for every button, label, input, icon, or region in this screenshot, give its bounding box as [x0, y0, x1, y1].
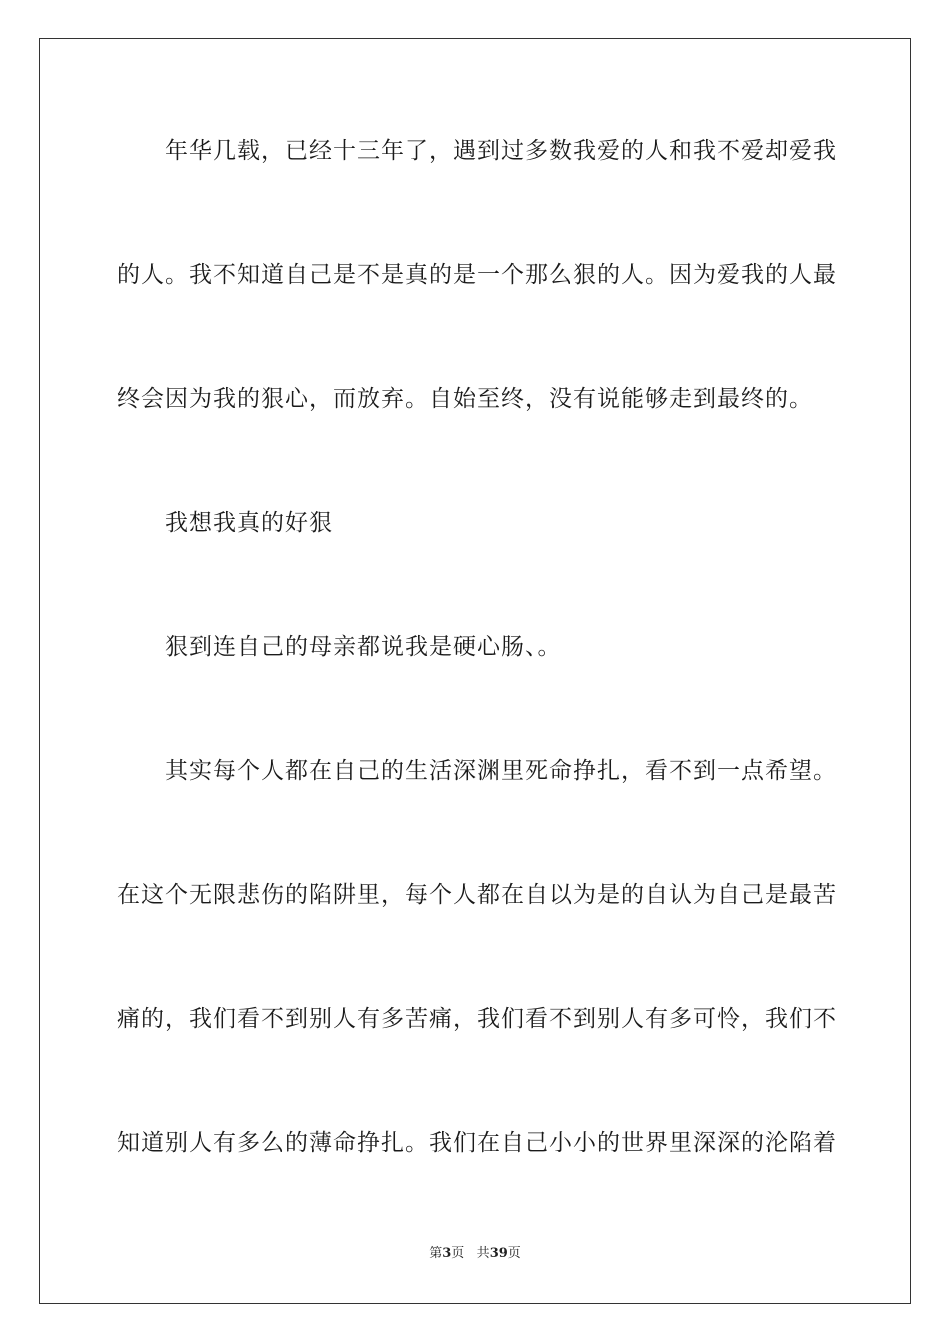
total-suffix: 页 — [507, 1246, 521, 1261]
paragraph-line: 在这个无限悲伤的陷阱里，每个人都在自以为是的自认为自己是最苦 — [117, 882, 837, 908]
total-prefix: 共 — [476, 1246, 490, 1261]
page-number: 3 — [442, 1246, 452, 1261]
paragraph-line: 的人。我不知道自己是不是真的是一个那么狠的人。因为爱我的人最 — [117, 262, 837, 288]
paragraph-line: 知道别人有多么的薄命挣扎。我们在自己小小的世界里深深的沦陷着 — [117, 1130, 837, 1156]
page-footer — [0, 1244, 950, 1264]
paragraph-line: 狠到连自己的母亲都说我是硬心肠、。 — [165, 634, 562, 660]
paragraph-line: 痛的，我们看不到别人有多苦痛，我们看不到别人有多可怜，我们不 — [117, 1006, 837, 1032]
page-prefix: 第 — [429, 1246, 443, 1261]
paragraph-line: 其实每个人都在自己的生活深渊里死命挣扎，看不到一点希望。 — [165, 758, 837, 784]
page-border — [39, 38, 911, 1304]
total-pages: 39 — [489, 1246, 508, 1261]
paragraph-line: 终会因为我的狠心，而放弃。自始至终，没有说能够走到最终的。 — [117, 386, 813, 412]
paragraph-line: 年华几载，已经十三年了，遇到过多数我爱的人和我不爱却爱我 — [165, 138, 837, 164]
paragraph-line: 我想我真的好狠 — [165, 510, 333, 536]
page-suffix: 页 — [451, 1246, 465, 1261]
